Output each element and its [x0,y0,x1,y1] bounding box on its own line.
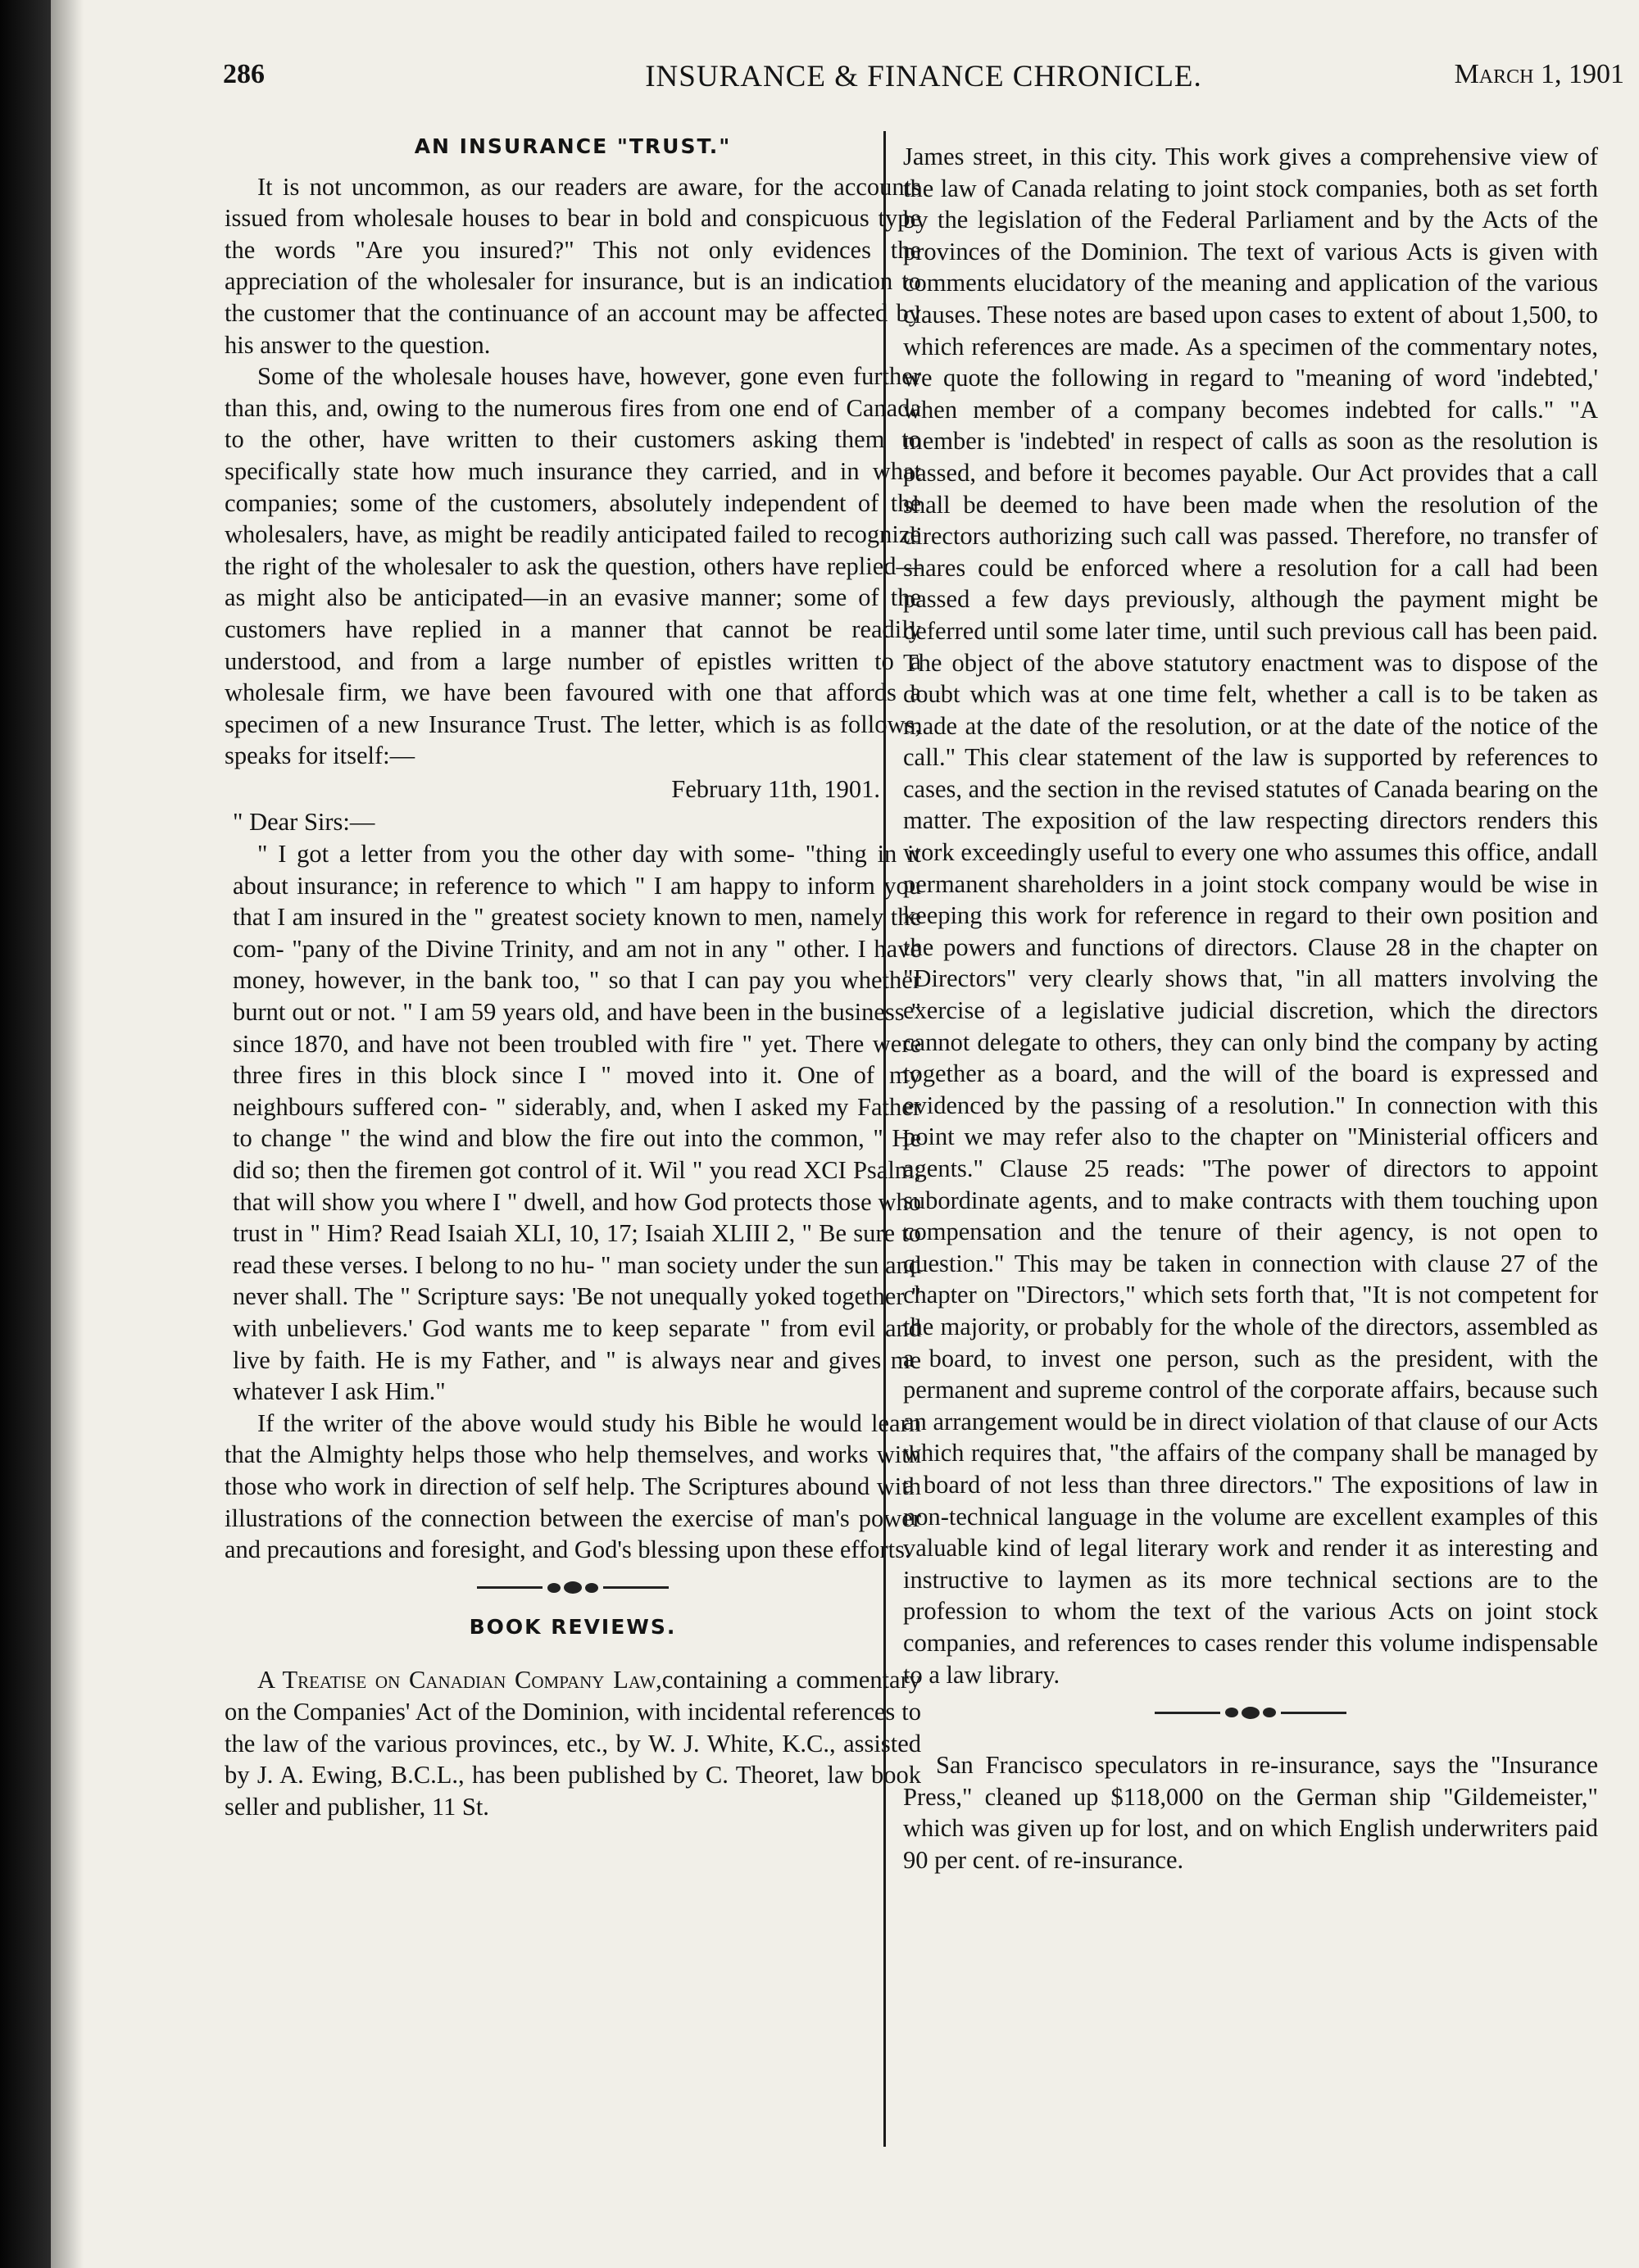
ornament-rule-right [1281,1712,1346,1714]
document-page [51,0,1639,2268]
ornament-rule-left [477,1586,543,1589]
article-paragraph-2: Some of the wholesale houses have, however, gone even further than this, and, owing to the numerous fires from one end of Canada to the other, have written to their customers asking them to specifically state how much insurance they carried, and in what companies; some of the customers, absolutely independent of the wholesalers, have, as might be readily anticipated failed to recognize the right of the wholesaler to ask the question, others have replied—as might also be anticipated—in an evasive manner; some of the customers have replied in a manner that cannot be readily understood, and from a large number of epistles written to a wholesale firm, we have been favoured with one that affords a specimen of a new Insurance Trust. The letter, which is as follows, speaks for itself:— [225,362,921,770]
gutter-shadow [51,0,84,2268]
letter-text: " I got a letter from you the other day with some- "thing in it about insurance; in reference to which " I am happy to inform you that I am insured in the " greatest society known to men, namely the com- "pany of the Divine Trinity, and am not in any " other. I have money, however, in the bank too, " so that I can pay you whether burnt out or not. " I am 59 years old, and have been in the business " since 1870, and have not been troubled with fire " yet. There were three fires in this block since I " moved into it. One of my neighbours suffered con- " siderably, and, when I asked my Father to change " the wind and blow the fire out into the common, " He did so; then the firemen got control of it. Wil " you read XCI Psalm; that will show you where I " dwell, and how God protects those who trust in " Him? Read Isaiah XLI, 10, 17; Isaiah XLIII 2, " Be sure to read these verses. I belong to no hu- " man society under the sun and never shall. The " Scripture says: 'Be not unequally yoked together " with unbelievers.' God wants me to keep separate " from evil and live by faith. He is my Father, and " is always near and gives me whatever I ask Him." [233,840,921,1406]
article-paragraph-3: If the writer of the above would study his Bible he would learn that the Almighty helps those who help themselves, and works with those who work in direction of self help. The Scriptures abound with illustrations of the connection between the exercise of man's power and precautions and foresight, and God's blessing upon these efforts. [225,1408,921,1564]
book-review-text-right: James street, in this city. This work gives a comprehensive view of the law of Canada relating to joint stock companies, both as set forth by the legislation of the Federal Parliament and by the Acts of the provinces of the Dominion. The text of various Acts is given with comments elucidatory of the meaning and application of the various clauses. These notes are based upon cases to extent of about 1,500, to which references are made. As a specimen of the commentary notes, we quote the following in regard to "meaning of word 'indebted,' when member of a company becomes indebted for calls." "A member is 'indebted' in respect of calls as soon as the resolution is passed, and before it becomes payable. Our Act provides that a call shall be deemed to have been made when the resolution of the directors authorizing such call was passed. Therefore, no transfer of shares could be enforced where a resolution for a call had been passed a few days previously, although the payment might be deferred until some later time, until such previous call has been paid. The object of the above statutory enactment was to dispose of the doubt which was at one time felt, whether a call is to be taken as made at the date of the resolution, or at the date of the notice of the call." This clear statement of the law is supported by references to cases, and the section in the revised statutes of Canada bearing on the matter. The exposition of the law respecting directors renders this work exceedingly useful to every one who assumes this office, andall permanent shareholders in a joint stock company would be wise in keeping this work for reference in regard to their own position and the powers and functions of directors. Clause 28 in the chapter on "Directors" very clearly shows that, "in all matters involving the exercise of a legislative judicial discretion, which the directors cannot delegate to others, they can only bind the company by acting together as a board, and the will of the board is expressed and evidenced by the passing of a resolution." In connection with this point we may refer also to the chapter on "Ministerial officers and agents." Clause 25 reads: "The power of directors to appoint subordinate agents, and to make contracts with them touching upon compensation and the tenure of their agency, is not open to question." This may be taken in connection with clause 27 of the chapter on "Directors," which sets forth that, "It is not competent for the majority, or probably for the whole of the directors, assembled as a board, to invest one person, such as the president, with the permanent and supreme control of the corporate affairs, because such an arrangement would be in direct violation of that clause of our Acts which requires that, "the affairs of the company shall be managed by a board of not less than three directors." The expositions of law in non-technical language in the volume are excellent examples of this valuable kind of legal literary work and render it as interesting and instructive to laymen as its more technical sections are to the profession to whom the text of the various Acts on joint stock companies, and references to cases render this volume indispensable to a law library. [903,143,1598,1689]
book-binding-edge [0,0,51,2268]
article-title-insurance-trust: AN INSURANCE "TRUST." [414,134,732,158]
book-title-smallcaps: A Treatise on Canadian Company Law, [257,1666,662,1694]
quoted-letter [225,806,921,1407]
news-item-gildemeister: San Francisco speculators in re-insurance, says the "Insurance Press," cleaned up $118,000 on the German ship "Gildemeister," which was given up for lost, and on which English underwriters paid 90 per cent. of re-insurance. [903,1751,1598,1874]
section-ornament-right [903,1694,1598,1731]
running-title: INSURANCE & FINANCE CHRONICLE. [645,60,1202,93]
section-ornament [225,1569,921,1607]
ornament-dots [546,1581,600,1594]
ornament-dots [1224,1707,1278,1719]
left-column [225,131,921,1822]
right-column [903,141,1598,1876]
ornament-rule-left [1155,1712,1220,1714]
ornament-rule-right [603,1586,669,1589]
issue-date: March 1, 1901 [1454,59,1624,89]
book-review-paragraph-start [225,1664,921,1822]
article-paragraph-1: It is not uncommon, as our readers are aware, for the accounts issued from wholesale houses to bear in bold and conspicuous type the words "Are you insured?" This not only evidences the appreciation of the wholesaler for insurance, but is an indication to the customer that the continuance of an account may be affected by his answer to the question. [225,172,921,359]
letter-date: February 11th, 1901. [671,774,880,803]
letter-salutation: " Dear Sirs:— [233,808,375,837]
article-title-book-reviews: BOOK REVIEWS. [469,1614,677,1639]
page-number: 286 [223,59,265,89]
book-review-text-left: containing a commentary on the Companies' Act of the Dominion, with incidental references to the law of the various provinces, etc., by W. J. White, K.C., assisted by J. A. Ewing, B.C.L., has been published by C. Theoret, law book seller and publisher, 11 St. [225,1666,921,1821]
page-header [223,59,1624,108]
